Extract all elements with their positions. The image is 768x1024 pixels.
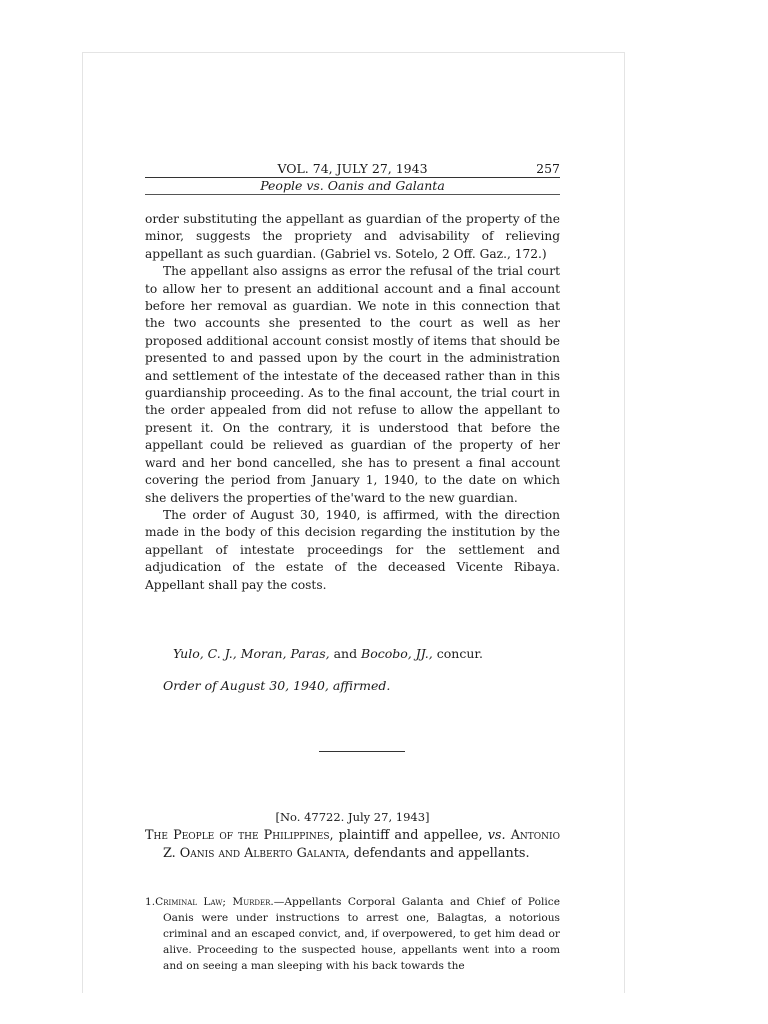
syllabus-text: —Appellants Corporal Galanta and Chief of Police Oanis were under instructions to arrest one, Balagtas, a notorious criminal and an escaped convict, and, if overpowered, to get him dead or alive. Proceeding to the suspected house, appellants went into a room and on seeing a man sleeping with his back towards the [163, 896, 560, 972]
case-title-plaintiff: The People of the Philippines [145, 828, 330, 843]
concurrence-and: and [329, 646, 362, 661]
case-title-defendants: Antonio Z. Oanis and Alberto Galanta [163, 828, 560, 861]
case-short-title: People vs. Oanis and Galanta [260, 178, 445, 193]
paragraph-continued: order substituting the appellant as guardian of the property of the minor, suggests the propriety and advisability of relieving appellant as such guardian. (Gabriel vs. Sotelo, 2 Off. Gaz., 172.) [145, 212, 560, 261]
decision-body [145, 211, 560, 594]
syllabus-number: 1. [145, 896, 156, 908]
paragraph-order-affirmed: The order of August 30, 1940, is affirmed, with the direction made in the body of this decision regarding the institution by the appellant of intestate proceedings for the settlement and adjudication of the estate of the deceased Vicente Ribaya. Appellant shall pay the costs. [145, 507, 560, 592]
disposition: Order of August 30, 1940, affirmed. [163, 678, 391, 693]
case-number: [No. 47722. July 27, 1943] [275, 810, 430, 824]
header-rule-bottom [145, 194, 560, 195]
concurrence-line [173, 645, 573, 662]
case-title-defendants-role: , defendants and appellants. [345, 845, 530, 861]
case-title [145, 827, 560, 862]
concurring-justices: Yulo, C. J., Moran, Paras, [173, 646, 330, 661]
concurring-justices-bocobo: Bocobo, JJ., [361, 646, 433, 661]
case-title-plaintiff-role: , plaintiff and appellee, [329, 828, 488, 843]
running-head-row [145, 160, 560, 177]
syllabus-topic: Criminal Law; Murder. [155, 896, 274, 908]
page-number: 257 [536, 161, 560, 176]
concur-text: concur. [432, 646, 483, 661]
case-separator-rule [319, 751, 405, 752]
case-title-vs: vs. [487, 828, 506, 843]
running-head [145, 160, 560, 195]
syllabus-item [145, 894, 560, 974]
volume-date: VOL. 74, JULY 27, 1943 [277, 161, 428, 176]
paragraph-final-account: The appellant also assigns as error the refusal of the trial court to allow her to present an additional account and a final account before her removal as guardian. We note in this connection that the two accounts she presented to the court as well as her proposed additional account consist mostly of items that should be presented to and passed upon by the court in the administration and settlement of the intestate of the deceased rather than in this guardianship proceeding. As to the final account, the trial court in the order appealed from did not refuse to allow the appellant to present it. On the contrary, it is understood that before the appellant could be relieved as guardian of the property of her ward and her bond cancelled, she has to present a final account covering the period from January 1, 1940, to the date on which she delivers the properties of the'ward to the new guardian. [145, 264, 560, 505]
